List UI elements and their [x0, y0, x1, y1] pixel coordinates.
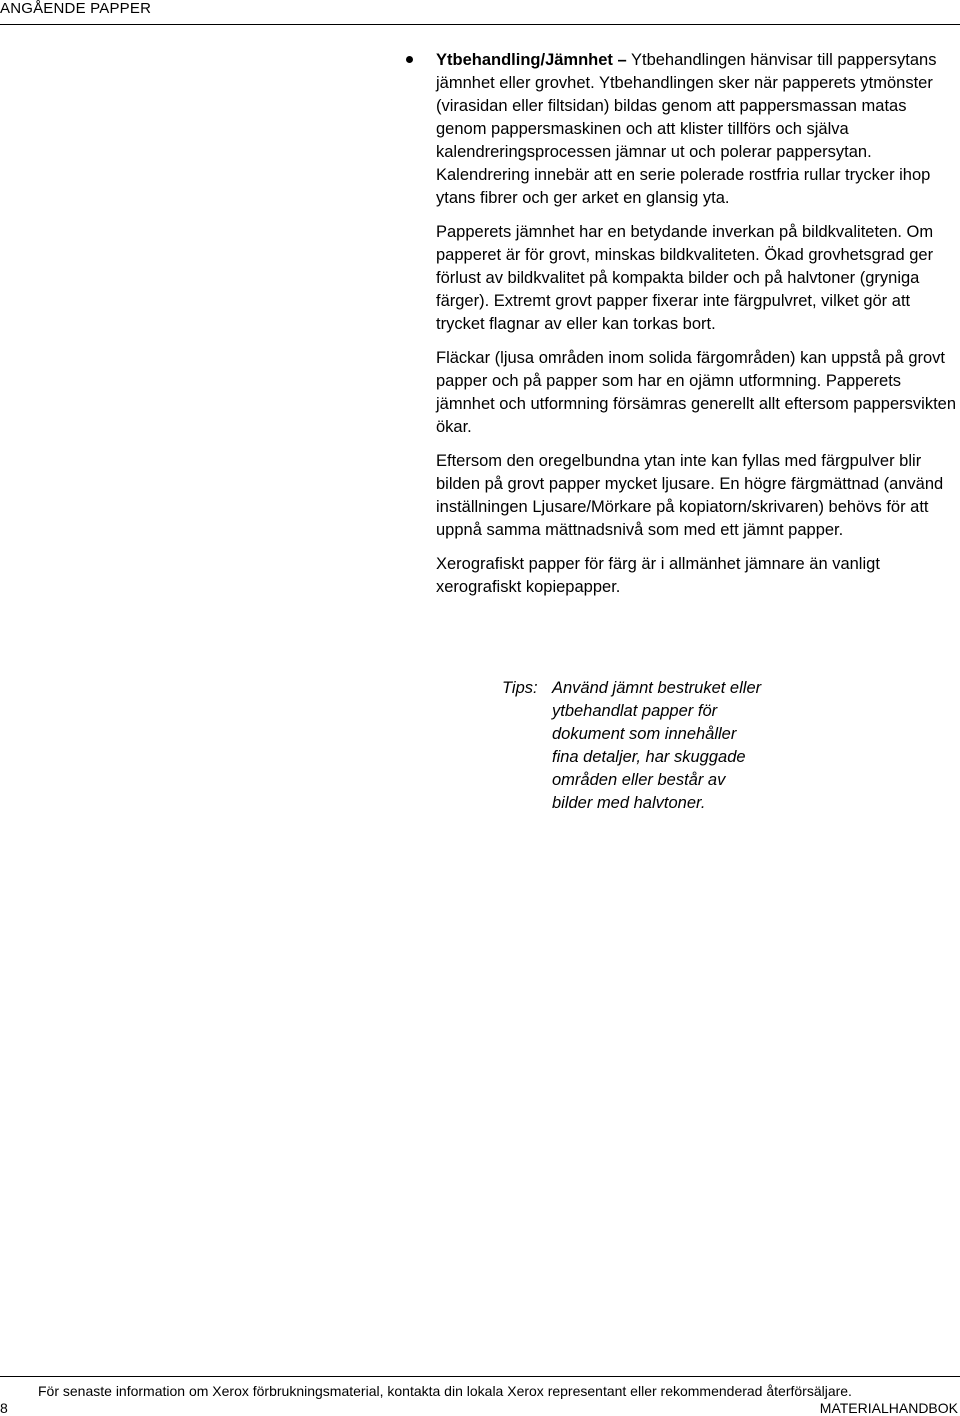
header-divider	[0, 24, 960, 25]
footer-divider	[0, 1376, 960, 1377]
tips-text: Använd jämnt bestruket eller ytbehandlat papper för dokument som innehåller fina detaljer, har skuggade områden eller består av bilder med halvtoner.	[552, 679, 762, 812]
bullet-icon	[406, 56, 413, 63]
tips-label: Tips:	[502, 679, 538, 697]
bullet-paragraph	[436, 49, 956, 210]
paragraph-toner-saturation: Eftersom den oregelbundna ytan inte kan fyllas med färgpulver blir bilden på grovt papper mycket ljusare. En högre färgmättnad (använd inställningen Ljusare/Mörkare på kopiatorn/skrivaren) behövs för att uppnå samma mättnadsnivå som med ett jämnt papper.	[436, 452, 944, 539]
book-title: MATERIALHANDBOK	[819, 1400, 958, 1416]
section-title: ANGÅENDE PAPPER	[0, 0, 152, 17]
main-content	[436, 49, 956, 610]
page-number: 8	[0, 1400, 8, 1416]
paragraph-spots: Fläckar (ljusa områden inom solida färgområden) kan uppstå på grovt papper och på papper som har en ojämn utformning. Papperets jämnhet och utformning försämras generellt allt eftersom pappersvikten ökar.	[436, 349, 956, 436]
paragraph-smoothness-quality: Papperets jämnhet har en betydande inverkan på bildkvaliteten. Om papperet är för grovt, minskas bildkvaliteten. Ökad grovhetsgrad ger förlust av bildkvalitet på kompakta bilder och på halvtoner (gryniga färger). Extremt grovt papper fixerar inte färgpulvret, vilket gör att trycket flagnar av eller kan torkas bort.	[436, 223, 934, 333]
bullet-text: Ytbehandlingen hänvisar till pappersytans jämnhet eller grovhet. Ytbehandlingen sker när papperets ytmönster (virasidan eller filtsidan) bildas genom att pappersmassan matas genom pappersmaskinen och att klister tillförs och själva kalendreringsprocessen jämnar ut och polerar pappersytan. Kalendrering innebär att en serie polerade rostfria rullar trycker ihop ytans fibrer och ger arket en glansig yta.	[436, 51, 937, 207]
bullet-term: Ytbehandling/Jämnhet –	[436, 51, 627, 69]
paragraph-xerographic-paper: Xerografiskt papper för färg är i allmänhet jämnare än vanligt xerografiskt kopiepapper.	[436, 555, 880, 596]
footer-notice: För senaste information om Xerox förbrukningsmaterial, kontakta din lokala Xerox representant eller rekommenderad återförsäljare.	[38, 1383, 852, 1399]
